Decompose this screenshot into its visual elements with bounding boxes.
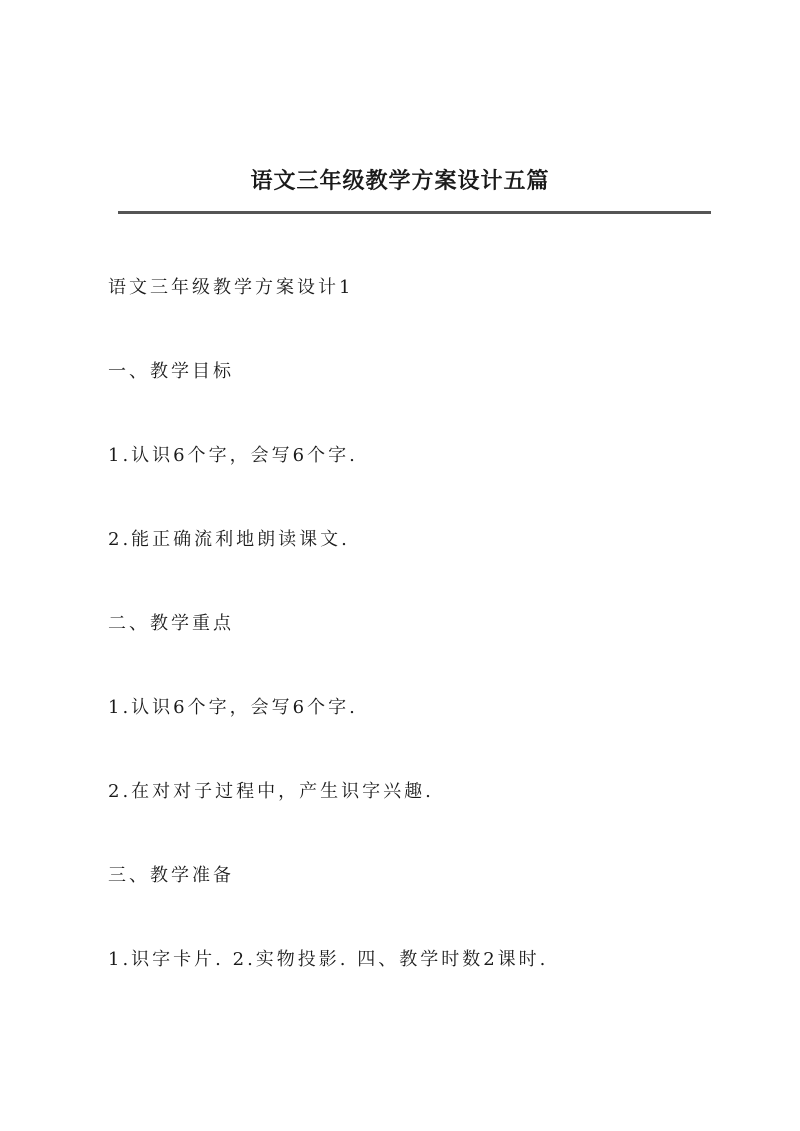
list-item: 1.认识6个字，会写6个字. [108, 445, 358, 466]
subsection-heading: 三、教学准备 [108, 865, 234, 886]
document-title: 语文三年级教学方案设计五篇 [250, 168, 550, 194]
list-item: 2.在对对子过程中，产生识字兴趣. [108, 781, 434, 802]
subsection-heading: 一、教学目标 [108, 361, 234, 382]
list-item: 1.认识6个字，会写6个字. [108, 697, 358, 718]
list-item: 1.识字卡片. 2.实物投影. 四、教学时数2课时. [108, 949, 549, 970]
list-item: 2.能正确流利地朗读课文. [108, 529, 350, 550]
title-underline [118, 211, 711, 214]
subsection-heading: 二、教学重点 [108, 613, 234, 634]
section-heading: 语文三年级教学方案设计1 [108, 277, 354, 298]
